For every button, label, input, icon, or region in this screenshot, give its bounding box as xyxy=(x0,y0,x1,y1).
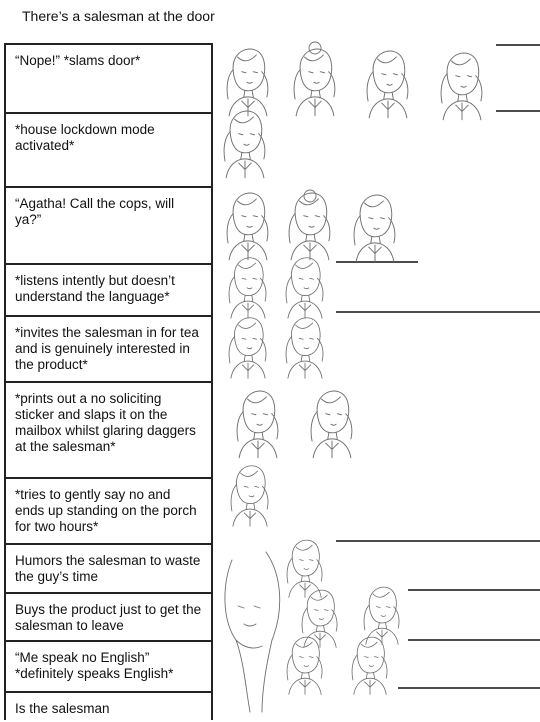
character-sketch xyxy=(367,51,408,118)
large-character-sketch xyxy=(225,552,280,712)
character-sketch xyxy=(286,318,323,378)
large-character-face xyxy=(238,606,260,626)
character-sketch xyxy=(302,590,337,647)
row-label: Buys the product just to get the salesman to leave xyxy=(15,602,202,633)
character-sketch xyxy=(229,258,266,318)
character-sketch xyxy=(229,318,266,378)
character-sketch xyxy=(294,49,335,116)
page-title: There’s a salesman at the door xyxy=(22,8,215,24)
character-sketch xyxy=(224,111,265,178)
row-label: Humors the salesman to waste the guy’s time xyxy=(15,553,201,584)
character-sketch xyxy=(311,391,352,458)
character-sketch xyxy=(352,637,387,694)
character-sketch xyxy=(354,195,395,262)
character-sketch xyxy=(286,258,323,318)
character-sketch xyxy=(289,193,330,260)
row-label: *prints out a no soliciting sticker and slaps it on the mailbox whilst glaring daggers at the salesman* xyxy=(15,391,196,454)
row-label: “Nope!” *slams door* xyxy=(15,53,141,68)
row-label: *listens intently but doesn’t understand the language* xyxy=(15,273,175,304)
halo-sketch xyxy=(304,190,316,202)
character-sketch xyxy=(441,53,482,120)
row-label: *house lockdown mode activated* xyxy=(15,122,155,153)
character-sketch xyxy=(287,540,322,597)
character-sketch xyxy=(231,466,268,526)
halo-sketch xyxy=(309,42,321,54)
character-sketch xyxy=(237,391,278,458)
row-label: *tries to gently say no and ends up standing on the porch for two hours* xyxy=(15,487,197,534)
row-label: *invites the salesman in for tea and is genuinely interested in the product* xyxy=(15,325,199,372)
row-label: Is the salesman xyxy=(15,701,110,716)
row-label: “Agatha! Call the cops, will ya?” xyxy=(15,196,175,227)
character-sketch xyxy=(227,193,268,260)
character-sketch xyxy=(364,587,399,644)
row-label: “Me speak no English” *definitely speaks English* xyxy=(15,650,174,681)
character-sketch xyxy=(287,637,322,694)
character-sketch xyxy=(227,49,268,116)
